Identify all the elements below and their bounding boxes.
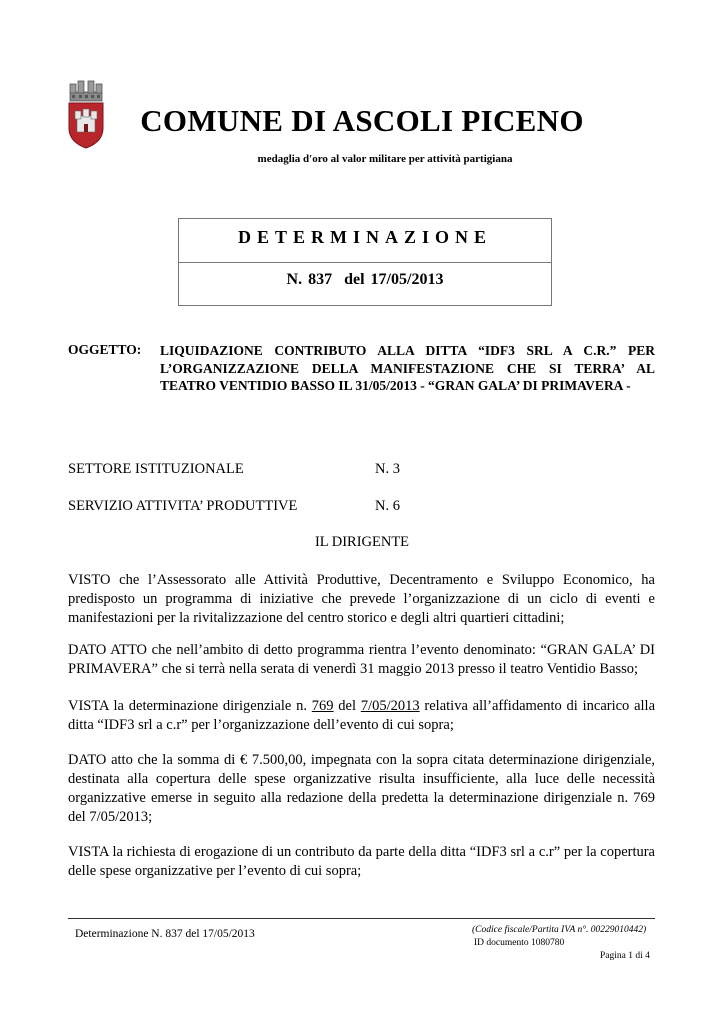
settore-value: N. 3	[375, 461, 400, 477]
page-subtitle: medaglia d'oro al valor militare per attività partigiana	[257, 153, 513, 165]
p3-determinazione-date: 7/05/2013	[360, 698, 420, 714]
p3-determinazione-number: 769	[311, 698, 334, 714]
determinazione-date: del 17/05/2013	[344, 271, 444, 288]
servizio-label: SERVIZIO ATTIVITA’ PRODUTTIVE	[68, 498, 298, 514]
oggetto-label: OGGETTO:	[68, 342, 142, 357]
footer-divider	[68, 918, 655, 919]
dirigente-heading: IL DIRIGENTE	[314, 534, 410, 550]
footer-codice-fiscale: (Codice fiscale/Partita IVA n°. 00229010442)	[472, 925, 647, 935]
paragraph-visto-assessorato: VISTO che l’Assessorato alle Attività Produttive, Decentramento e Sviluppo Economico, ha predisposto un programma di iniziative che prevede l’organizzazione di un ciclo di eventi e manifestazioni per la rivitalizzazione del centro storico e degli altri quartieri cittadini;	[68, 572, 655, 626]
p3-text-before: VISTA la determinazione dirigenziale n.	[68, 698, 312, 714]
settore-label: SETTORE ISTITUZIONALE	[68, 461, 244, 477]
paragraph-dato-somma: DATO atto che la somma di € 7.500,00, impegnata con la sopra citata determinazione dirigenziale, destinata alla copertura delle spese organizzative risulta insufficiente, alla luce delle necessità organizzative emerse in seguito alla redazione della predetta la determinazione dirigenziale n. 769 del 7/05/2013;	[68, 752, 655, 825]
determinazione-number-line	[179, 271, 551, 289]
footer-determinazione: Determinazione N. 837 del 17/05/2013	[75, 928, 255, 940]
servizio-value: N. 6	[375, 498, 400, 514]
p3-text-mid: del	[333, 698, 361, 714]
paragraph-vista-determinazione	[68, 697, 655, 735]
determinazione-number: N. 837	[286, 271, 333, 288]
divider	[179, 262, 551, 263]
paragraph-vista-richiesta: VISTA la richiesta di erogazione di un contributo da parte della ditta “IDF3 srl a c.r” per la copertura delle spese organizzative per l’evento di cui sopra;	[68, 844, 655, 879]
p3-text-after: relativa all’affidamento di incarico alla ditta “IDF3 srl a c.r” per l’organizzazione dell’evento di cui sopra;	[68, 698, 656, 733]
footer-page-number: Pagina 1 di 4	[600, 951, 650, 961]
oggetto-text: LIQUIDAZIONE CONTRIBUTO ALLA DITTA “IDF3 SRL A C.R.” PER L’ORGANIZZAZIONE DELLA MANIFESTAZIONE CHE SI TERRA’ AL TEATRO VENTIDIO BASSO IL 31/05/2013 - “GRAN GALA’ DI PRIMAVERA -	[160, 343, 655, 393]
page-title: COMUNE DI ASCOLI PICENO	[140, 103, 584, 138]
determinazione-box	[178, 218, 552, 306]
footer-document-id: ID documento 1080780	[474, 938, 565, 948]
paragraph-dato-atto: DATO ATTO che nell’ambito di detto programma rientra l’evento denominato: “GRAN GALA’ DI PRIMAVERA” che si terrà nella serata di venerdì 31 maggio 2013 presso il teatro Ventidio Basso;	[68, 642, 655, 677]
determinazione-heading: DETERMINAZIONE	[237, 227, 493, 247]
